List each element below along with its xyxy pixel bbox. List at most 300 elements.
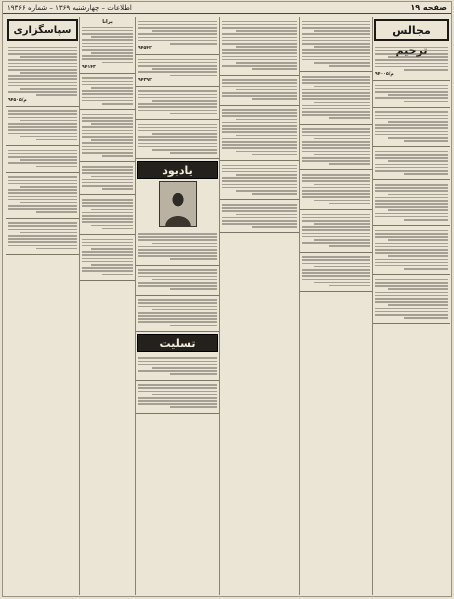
text-line: [375, 115, 448, 117]
text-line: [375, 203, 448, 205]
text-line: [375, 118, 448, 120]
text-line: [82, 172, 133, 174]
text-line: [82, 93, 133, 95]
text-line: [170, 113, 217, 115]
text-line: [8, 78, 77, 80]
text-line: [222, 141, 297, 143]
text-line: [138, 387, 217, 389]
text-line: [375, 301, 448, 303]
text-line: [138, 299, 217, 301]
text-line: [314, 223, 370, 225]
text-line: [138, 21, 217, 23]
text-line: [91, 139, 133, 141]
text-line: [302, 82, 370, 84]
text-line: [375, 308, 448, 310]
text-line: [375, 230, 448, 232]
text-line: [222, 92, 297, 94]
text-line: [375, 295, 448, 297]
text-line: [8, 238, 77, 240]
text-line: [82, 117, 133, 119]
text-line: [375, 50, 448, 52]
text-line: [8, 50, 77, 52]
text-line: [82, 212, 133, 214]
notice-block: [80, 74, 135, 110]
column-1: [6, 17, 79, 595]
column-5: [299, 17, 372, 595]
text-line: [302, 79, 370, 81]
text-line: [82, 142, 133, 144]
text-line: [82, 81, 133, 83]
notice-code: ۹۴۵۰۵/م: [8, 97, 27, 103]
text-line: [222, 168, 297, 170]
text-line: [222, 86, 297, 88]
text-line: [82, 166, 133, 168]
text-line: [302, 141, 370, 143]
text-line: [302, 180, 370, 182]
notice-code: ۹۴۰۰۵/م: [375, 72, 394, 78]
text-line: [222, 109, 297, 111]
text-line: [82, 120, 133, 122]
text-line: [302, 174, 370, 176]
text-line: [375, 259, 448, 261]
text-line: [138, 136, 217, 138]
text-line: [82, 254, 133, 256]
text-line: [302, 52, 370, 54]
notice-block: [300, 170, 372, 209]
text-line: [375, 279, 448, 281]
notice-block: [220, 106, 299, 161]
text-line: [82, 30, 133, 32]
text-line: [302, 226, 370, 228]
text-line: [236, 46, 298, 48]
text-line: [20, 136, 77, 138]
text-line: [82, 27, 133, 29]
text-line: [222, 165, 297, 167]
text-line: [82, 185, 133, 187]
text-line: [404, 317, 448, 319]
text-line: [20, 56, 77, 58]
text-line: [388, 239, 448, 241]
text-line: [222, 79, 297, 81]
text-line: [222, 207, 297, 209]
text-line: [8, 129, 77, 131]
text-line: [302, 56, 370, 58]
text-line: [82, 267, 133, 269]
text-line: [375, 170, 448, 172]
notice-block: [373, 108, 450, 147]
text-line: [314, 239, 370, 241]
text-line: [138, 146, 217, 148]
text-line: [222, 49, 297, 51]
text-line: [8, 53, 77, 55]
text-line: [82, 242, 133, 244]
text-line: [302, 272, 370, 274]
text-line: [138, 318, 217, 320]
text-line: [8, 133, 77, 135]
notice-block: [80, 17, 135, 74]
text-line: [138, 110, 217, 112]
text-line: [375, 88, 448, 90]
text-line: [91, 87, 133, 89]
notice-block: [136, 266, 219, 296]
notice-block: [136, 354, 219, 381]
text-line: [314, 266, 370, 268]
text-line: [302, 89, 370, 91]
text-line: [302, 229, 370, 231]
text-line: [314, 184, 370, 186]
text-line: [222, 33, 297, 35]
text-line: [138, 272, 217, 274]
text-line: [375, 167, 448, 169]
text-line: [302, 217, 370, 219]
newspaper-page: [2, 1, 452, 597]
text-line: [152, 394, 217, 396]
text-line: [375, 187, 448, 189]
text-line: [302, 105, 370, 107]
text-line: [102, 103, 133, 105]
text-line: [375, 216, 448, 218]
page-masthead: [3, 2, 451, 14]
text-line: [404, 173, 448, 175]
text-line: [375, 206, 448, 208]
text-line: [102, 62, 133, 64]
text-line: [170, 75, 217, 77]
text-line: [138, 40, 217, 42]
text-line: [138, 403, 217, 405]
text-line: [82, 182, 133, 184]
text-line: [375, 314, 448, 316]
text-line: [302, 24, 370, 26]
text-line: [152, 100, 217, 102]
column-body: [373, 43, 450, 324]
text-line: [236, 151, 298, 153]
text-line: [82, 43, 133, 45]
text-line: [102, 228, 133, 230]
text-line: [314, 154, 370, 156]
notice-block: [80, 195, 135, 234]
text-line: [152, 309, 217, 311]
text-line: [302, 151, 370, 153]
text-line: [82, 270, 133, 272]
text-line: [375, 243, 448, 245]
notice-block: [6, 219, 79, 255]
notice-code: ۹۴۵۴۲: [138, 46, 152, 52]
text-line: [8, 245, 77, 247]
text-line: [314, 86, 370, 88]
text-line: [302, 147, 370, 149]
notice-block: [136, 229, 219, 265]
notice-block: [220, 200, 299, 233]
text-line: [375, 236, 448, 238]
text-line: [329, 163, 370, 165]
text-line: [20, 88, 77, 90]
text-line: [82, 215, 133, 217]
text-line: [82, 126, 133, 128]
column-body: [6, 43, 79, 255]
text-line: [91, 123, 133, 125]
text-line: [302, 98, 370, 100]
text-line: [222, 180, 297, 182]
text-line: [375, 265, 448, 267]
text-line: [375, 249, 448, 251]
column-body: [220, 17, 299, 233]
text-line: [302, 220, 370, 222]
text-line: [138, 252, 217, 254]
text-line: [8, 225, 77, 227]
text-line: [8, 156, 77, 158]
text-line: [302, 157, 370, 159]
text-line: [302, 128, 370, 130]
text-line: [302, 233, 370, 235]
text-line: [138, 127, 217, 129]
text-line: [375, 285, 448, 287]
text-line: [388, 137, 448, 139]
notice-block: [136, 17, 219, 55]
text-line: [82, 205, 133, 207]
text-line: [302, 214, 370, 216]
text-line: [138, 269, 217, 271]
text-line: [388, 255, 448, 257]
text-line: [138, 384, 217, 386]
text-line: [222, 144, 297, 146]
majales-tarhim-banner: مجالس: [374, 19, 449, 41]
text-line: [302, 263, 370, 265]
text-line: [102, 274, 133, 276]
text-line: [314, 282, 370, 284]
text-line: [252, 68, 297, 70]
text-line: [222, 122, 297, 124]
text-line: [302, 108, 370, 110]
text-line: [329, 245, 370, 247]
text-line: [138, 233, 217, 235]
text-line: [138, 370, 217, 372]
text-line: [36, 94, 77, 96]
text-line: [222, 82, 297, 84]
text-line: [222, 223, 297, 225]
column-6: [372, 17, 450, 595]
issue-info: اطلاعات – چهارشنبه ۱۳۶۹ – شماره ۱۹۳۶۶: [7, 4, 132, 12]
text-line: [236, 214, 298, 216]
text-line: [302, 177, 370, 179]
text-line: [82, 245, 133, 247]
text-line: [82, 179, 133, 181]
text-line: [8, 205, 77, 207]
text-line: [8, 222, 77, 224]
text-line: [8, 235, 77, 237]
text-line: [222, 52, 297, 54]
text-line: [302, 111, 370, 113]
text-line: [222, 210, 297, 212]
text-line: [138, 397, 217, 399]
text-line: [404, 140, 448, 142]
text-line: [222, 217, 297, 219]
text-line: [152, 133, 217, 135]
text-line: [138, 27, 217, 29]
text-line: [404, 219, 448, 221]
text-line: [222, 112, 297, 114]
text-line: [375, 252, 448, 254]
notice-block: [80, 162, 135, 195]
text-line: [302, 59, 370, 61]
notice-block: [136, 296, 219, 332]
text-line: [152, 68, 217, 70]
text-line: [375, 246, 448, 248]
text-line: [138, 239, 217, 241]
text-line: [82, 202, 133, 204]
text-line: [222, 65, 297, 67]
text-line: [388, 94, 448, 96]
notice-block: [373, 275, 450, 324]
portrait-photo: [159, 181, 197, 227]
text-line: [404, 268, 448, 270]
text-line: [152, 30, 217, 32]
text-line: [82, 258, 133, 260]
notice-code: ۹۴۳۹۲: [138, 77, 152, 83]
text-line: [222, 131, 297, 133]
notice-block: [300, 72, 372, 124]
text-line: [138, 59, 217, 61]
notice-block: [136, 381, 219, 414]
text-line: [302, 259, 370, 261]
text-line: [222, 56, 297, 58]
text-line: [138, 246, 217, 248]
text-line: [138, 90, 217, 92]
notice-block: [220, 17, 299, 76]
text-line: [375, 197, 448, 199]
text-line: [8, 66, 77, 68]
text-line: [8, 117, 77, 119]
text-line: [170, 373, 217, 375]
text-line: [20, 120, 77, 122]
text-line: [302, 131, 370, 133]
text-line: [138, 282, 217, 284]
text-line: [375, 233, 448, 235]
text-line: [138, 236, 217, 238]
notice-block: [220, 161, 299, 200]
text-line: [8, 110, 77, 112]
text-line: [236, 190, 298, 192]
text-line: [375, 311, 448, 313]
text-line: [138, 391, 217, 393]
text-line: [302, 43, 370, 45]
column-2: [79, 17, 135, 595]
text-line: [222, 128, 297, 130]
text-line: [8, 241, 77, 243]
notice-code: ۹۴۱۴۳: [82, 64, 96, 70]
text-line: [222, 204, 297, 206]
text-line: [314, 62, 370, 64]
text-line: [375, 66, 448, 68]
notice-block: [373, 226, 450, 275]
text-line: [222, 187, 297, 189]
text-line: [8, 47, 77, 49]
text-line: [82, 149, 133, 151]
text-line: [82, 46, 133, 48]
text-line: [8, 208, 77, 210]
text-line: [91, 209, 133, 211]
text-line: [302, 193, 370, 195]
column-body: [136, 17, 219, 159]
text-line: [302, 76, 370, 78]
notice-block: [6, 43, 79, 107]
text-line: [170, 43, 217, 45]
text-line: [388, 194, 448, 196]
text-line: [375, 157, 448, 159]
text-line: [375, 184, 448, 186]
notice-block: [300, 210, 372, 253]
notice-block: [80, 110, 135, 162]
text-line: [329, 117, 370, 119]
text-line: [138, 143, 217, 145]
text-line: [82, 33, 133, 35]
text-line: [375, 213, 448, 215]
text-line: [302, 275, 370, 277]
text-line: [375, 151, 448, 153]
text-line: [102, 155, 133, 157]
text-line: [222, 125, 297, 127]
text-line: [236, 30, 298, 32]
notice-block: [6, 173, 79, 219]
notice-block: [80, 235, 135, 281]
text-line: [375, 124, 448, 126]
text-line: [8, 59, 77, 61]
text-line: [375, 292, 448, 294]
taslit-banner: تسلیت: [137, 334, 218, 352]
page-number: صفحه ۱۹: [410, 3, 447, 12]
text-line: [8, 229, 77, 231]
text-line: [404, 69, 448, 71]
text-line: [404, 101, 448, 103]
text-line: [302, 144, 370, 146]
text-line: [302, 27, 370, 29]
text-line: [8, 91, 77, 93]
text-line: [222, 220, 297, 222]
text-line: [388, 304, 448, 306]
text-line: [314, 200, 370, 202]
text-line: [329, 203, 370, 205]
text-line: [152, 149, 217, 151]
text-line: [82, 49, 133, 51]
notice-block: [300, 253, 372, 292]
text-line: [82, 55, 133, 57]
notice-block: [136, 87, 219, 120]
text-line: [375, 134, 448, 136]
text-line: [388, 160, 448, 162]
notice-block: [136, 120, 219, 159]
text-line: [8, 162, 77, 164]
text-line: [375, 47, 448, 49]
text-line: [8, 183, 77, 185]
text-line: [329, 285, 370, 287]
text-line: [36, 166, 77, 168]
text-line: [302, 196, 370, 198]
text-line: [302, 160, 370, 162]
text-line: [8, 123, 77, 125]
text-line: [302, 269, 370, 271]
text-line: [236, 62, 298, 64]
columns: [6, 17, 450, 595]
text-line: [82, 130, 133, 132]
text-line: [222, 40, 297, 42]
text-line: [375, 190, 448, 192]
text-line: [222, 171, 297, 173]
text-line: [170, 406, 217, 408]
text-line: [138, 312, 217, 314]
text-line: [20, 232, 77, 234]
text-line: [222, 27, 297, 29]
text-line: [375, 59, 448, 61]
text-line: [152, 279, 217, 281]
